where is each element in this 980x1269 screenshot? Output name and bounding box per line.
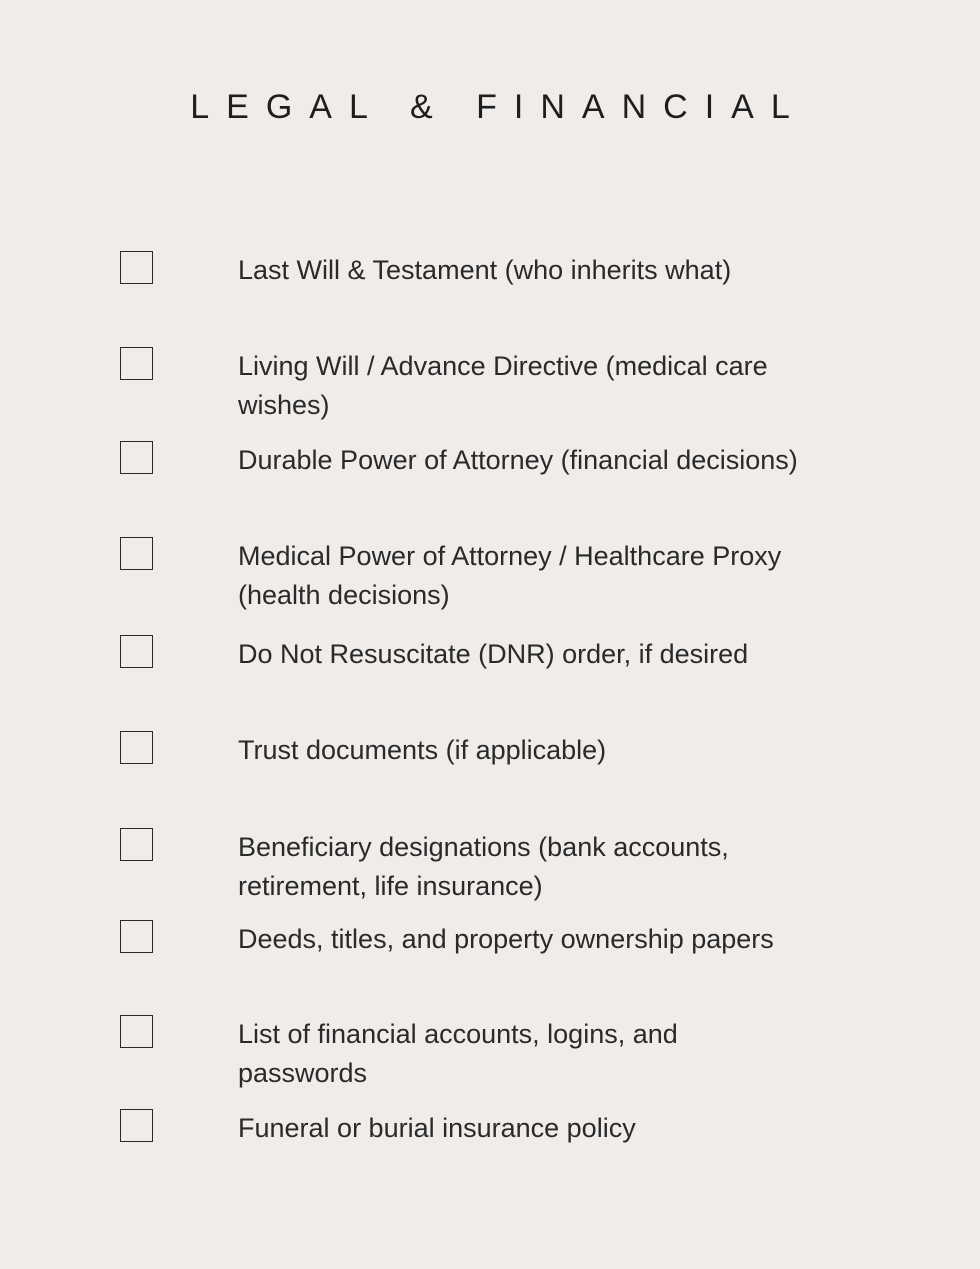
checklist-item-label: Last Will & Testament (who inherits what) xyxy=(238,255,732,285)
page-title: LEGAL & FINANCIAL xyxy=(190,88,807,126)
checkbox[interactable] xyxy=(120,828,153,861)
checkbox[interactable] xyxy=(120,635,153,668)
checkbox[interactable] xyxy=(120,347,153,380)
checkbox[interactable] xyxy=(120,920,153,953)
checkbox[interactable] xyxy=(120,1015,153,1048)
checklist-item-label: Deeds, titles, and property ownership papers xyxy=(238,924,774,954)
checklist-item-label: Durable Power of Attorney (financial decisions) xyxy=(238,445,798,475)
checkbox[interactable] xyxy=(120,251,153,284)
checklist-item-label: Medical Power of Attorney / Healthcare Proxy (health decisions) xyxy=(238,541,782,610)
checklist-item-label: Funeral or burial insurance policy xyxy=(238,1113,636,1143)
checklist-item-label: Trust documents (if applicable) xyxy=(238,735,607,765)
checklist-item-label: Beneficiary designations (bank accounts, retirement, life insurance) xyxy=(238,832,729,901)
checklist-item-label: List of financial accounts, logins, and passwords xyxy=(238,1019,678,1088)
checklist-item-label: Living Will / Advance Directive (medical care wishes) xyxy=(238,351,768,420)
checkbox[interactable] xyxy=(120,441,153,474)
checkbox[interactable] xyxy=(120,1109,153,1142)
checkbox[interactable] xyxy=(120,731,153,764)
checklist-item-label: Do Not Resuscitate (DNR) order, if desired xyxy=(238,639,749,669)
checkbox[interactable] xyxy=(120,537,153,570)
